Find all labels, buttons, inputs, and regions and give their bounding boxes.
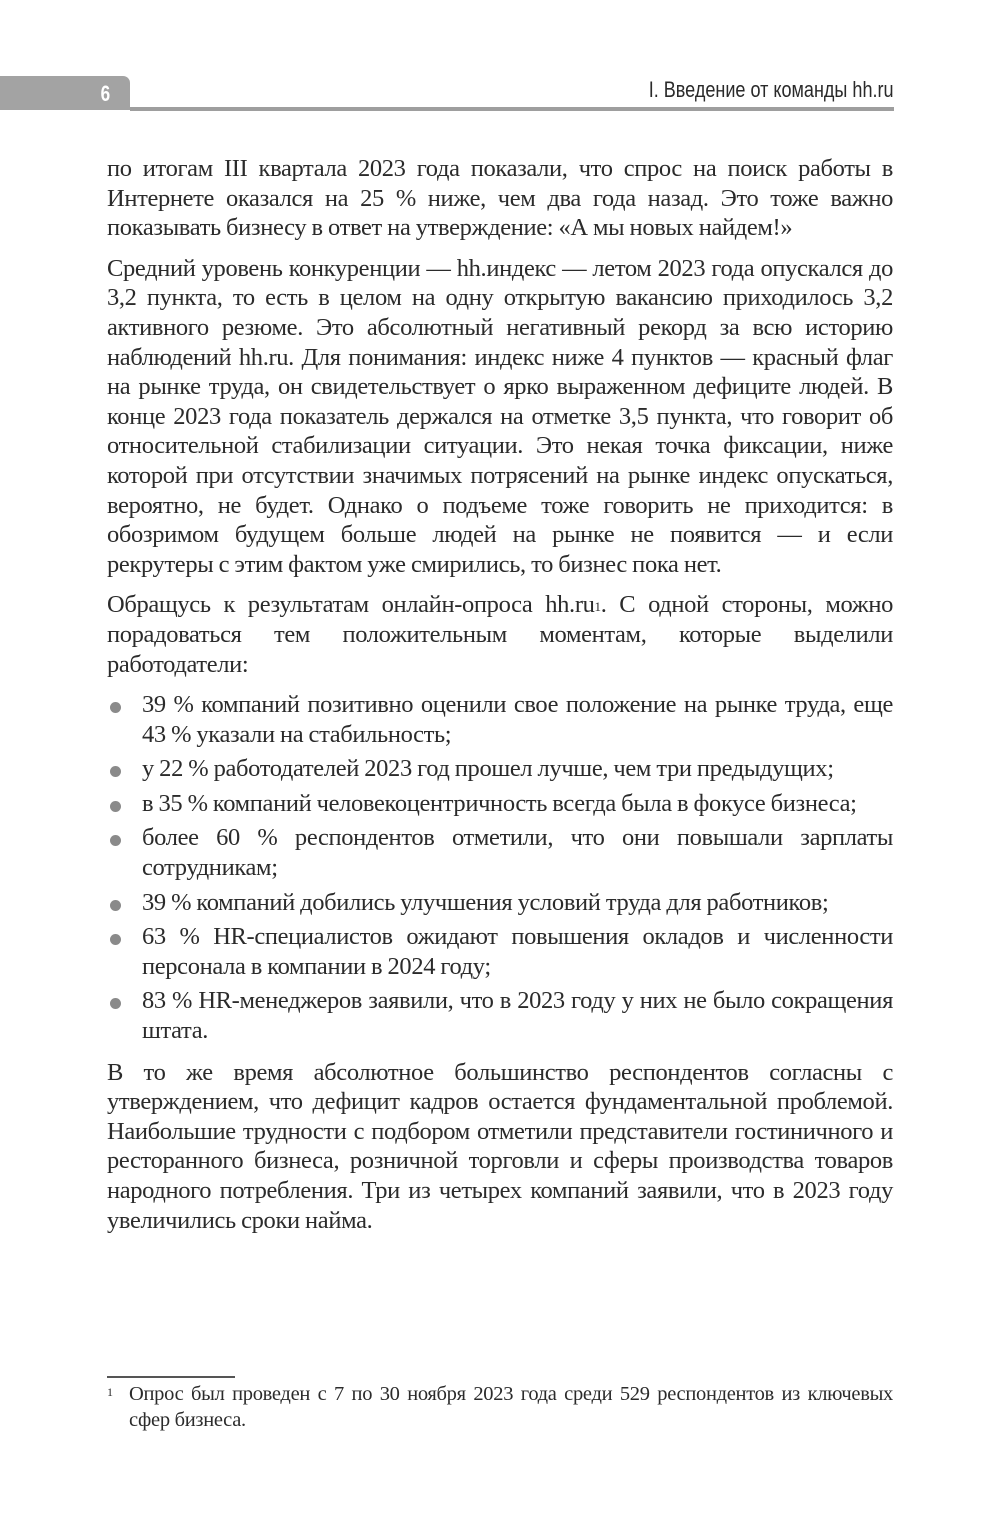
bullet-icon [110, 835, 121, 846]
survey-intro-paragraph [107, 590, 893, 679]
survey-intro-text-cont: . С одной стороны, можно порадоваться тем положительным моментам, которые выделили работодатели: [107, 591, 893, 678]
list-item: в 35 % компаний человекоцентричность всегда была в фокусе бизнеса; [107, 789, 893, 819]
list-item: 63 % HR-специалистов ожидают повышения окладов и численности персонала в компании в 2024 году; [107, 922, 893, 981]
survey-results-list [107, 690, 893, 1046]
survey-intro-text: Обращусь к результатам онлайн-опроса hh.ru [107, 591, 595, 619]
footnote-reference[interactable]: 1 [594, 599, 601, 615]
footnote-number: 1 [107, 1385, 113, 1399]
footnote-text: Опрос был проведен с 7 по 30 ноября 2023 года среди 529 респондентов из ключевых сфер бизнеса. [129, 1383, 893, 1431]
bullet-icon [110, 998, 121, 1009]
closing-paragraph: В то же время абсолютное большинство респондентов согласны с утверждением, что дефицит кадров остается фундаментальной проблемой. Наибольшие трудности с подбором отметили представители гостиничного и ресторанного бизнеса, розничной торговли и сферы производства товаров народного потребления. Три из четырех компаний заявили, что в 2023 году увеличились сроки найма. [107, 1058, 893, 1234]
footnote-divider [107, 1376, 235, 1378]
list-item: 39 % компаний позитивно оценили свое положение на рынке труда, еще 43 % указали на стабильность; [107, 690, 893, 749]
bullet-icon [110, 934, 121, 945]
bullet-icon [110, 702, 121, 713]
paragraph-2: Средний уровень конкуренции — hh.индекс — летом 2023 года опускался до 3,2 пункта, то есть в целом на одну открытую вакансию приходилось 3,2 активного резюме. Это абсолютный негативный рекорд за всю историю наблюдений hh.ru. Для понимания: индекс ниже 4 пунктов — красный флаг на рынке труда, он свидетельствует о ярко выраженном дефиците людей. В конце 2023 года показатель держался на отметке 3,5 пункта, что говорит об относительной стабилизации ситуации. Это некая точка фиксации, ниже которой при отсутствии значимых потрясений на рынке индекс опускаться, вероятно, не будет. Однако о подъеме тоже говорить не приходится: в обозримом будущем больше людей на рынке не появится — и если рекрутеры с этим фактом уже смирились, то бизнес пока нет. [107, 254, 893, 578]
chapter-title: I. Введение от команды hh.ru [649, 77, 894, 102]
list-item: у 22 % работодателей 2023 год прошел лучше, чем три предыдущих; [107, 754, 893, 784]
page-number: 6 [100, 81, 110, 106]
list-item: более 60 % респондентов отметили, что они повышали зарплаты сотрудникам; [107, 823, 893, 882]
bullet-icon [110, 766, 121, 777]
list-item: 83 % HR-менеджеров заявили, что в 2023 году у них не было сокращения штата. [107, 986, 893, 1045]
page-body [107, 154, 893, 1246]
list-item: 39 % компаний добились улучшения условий труда для работников; [107, 888, 893, 918]
header-rule [130, 107, 894, 111]
footnote [107, 1381, 893, 1433]
bullet-icon [110, 801, 121, 812]
paragraph-1: по итогам III квартала 2023 года показали, что спрос на поиск работы в Интернете оказался на 25 % ниже, чем два года назад. Это тоже важно показывать бизнесу в ответ на утверждение: «А мы новых найдем!» [107, 155, 893, 242]
page-number-tab [0, 76, 130, 110]
bullet-icon [110, 900, 121, 911]
running-header [0, 76, 894, 110]
